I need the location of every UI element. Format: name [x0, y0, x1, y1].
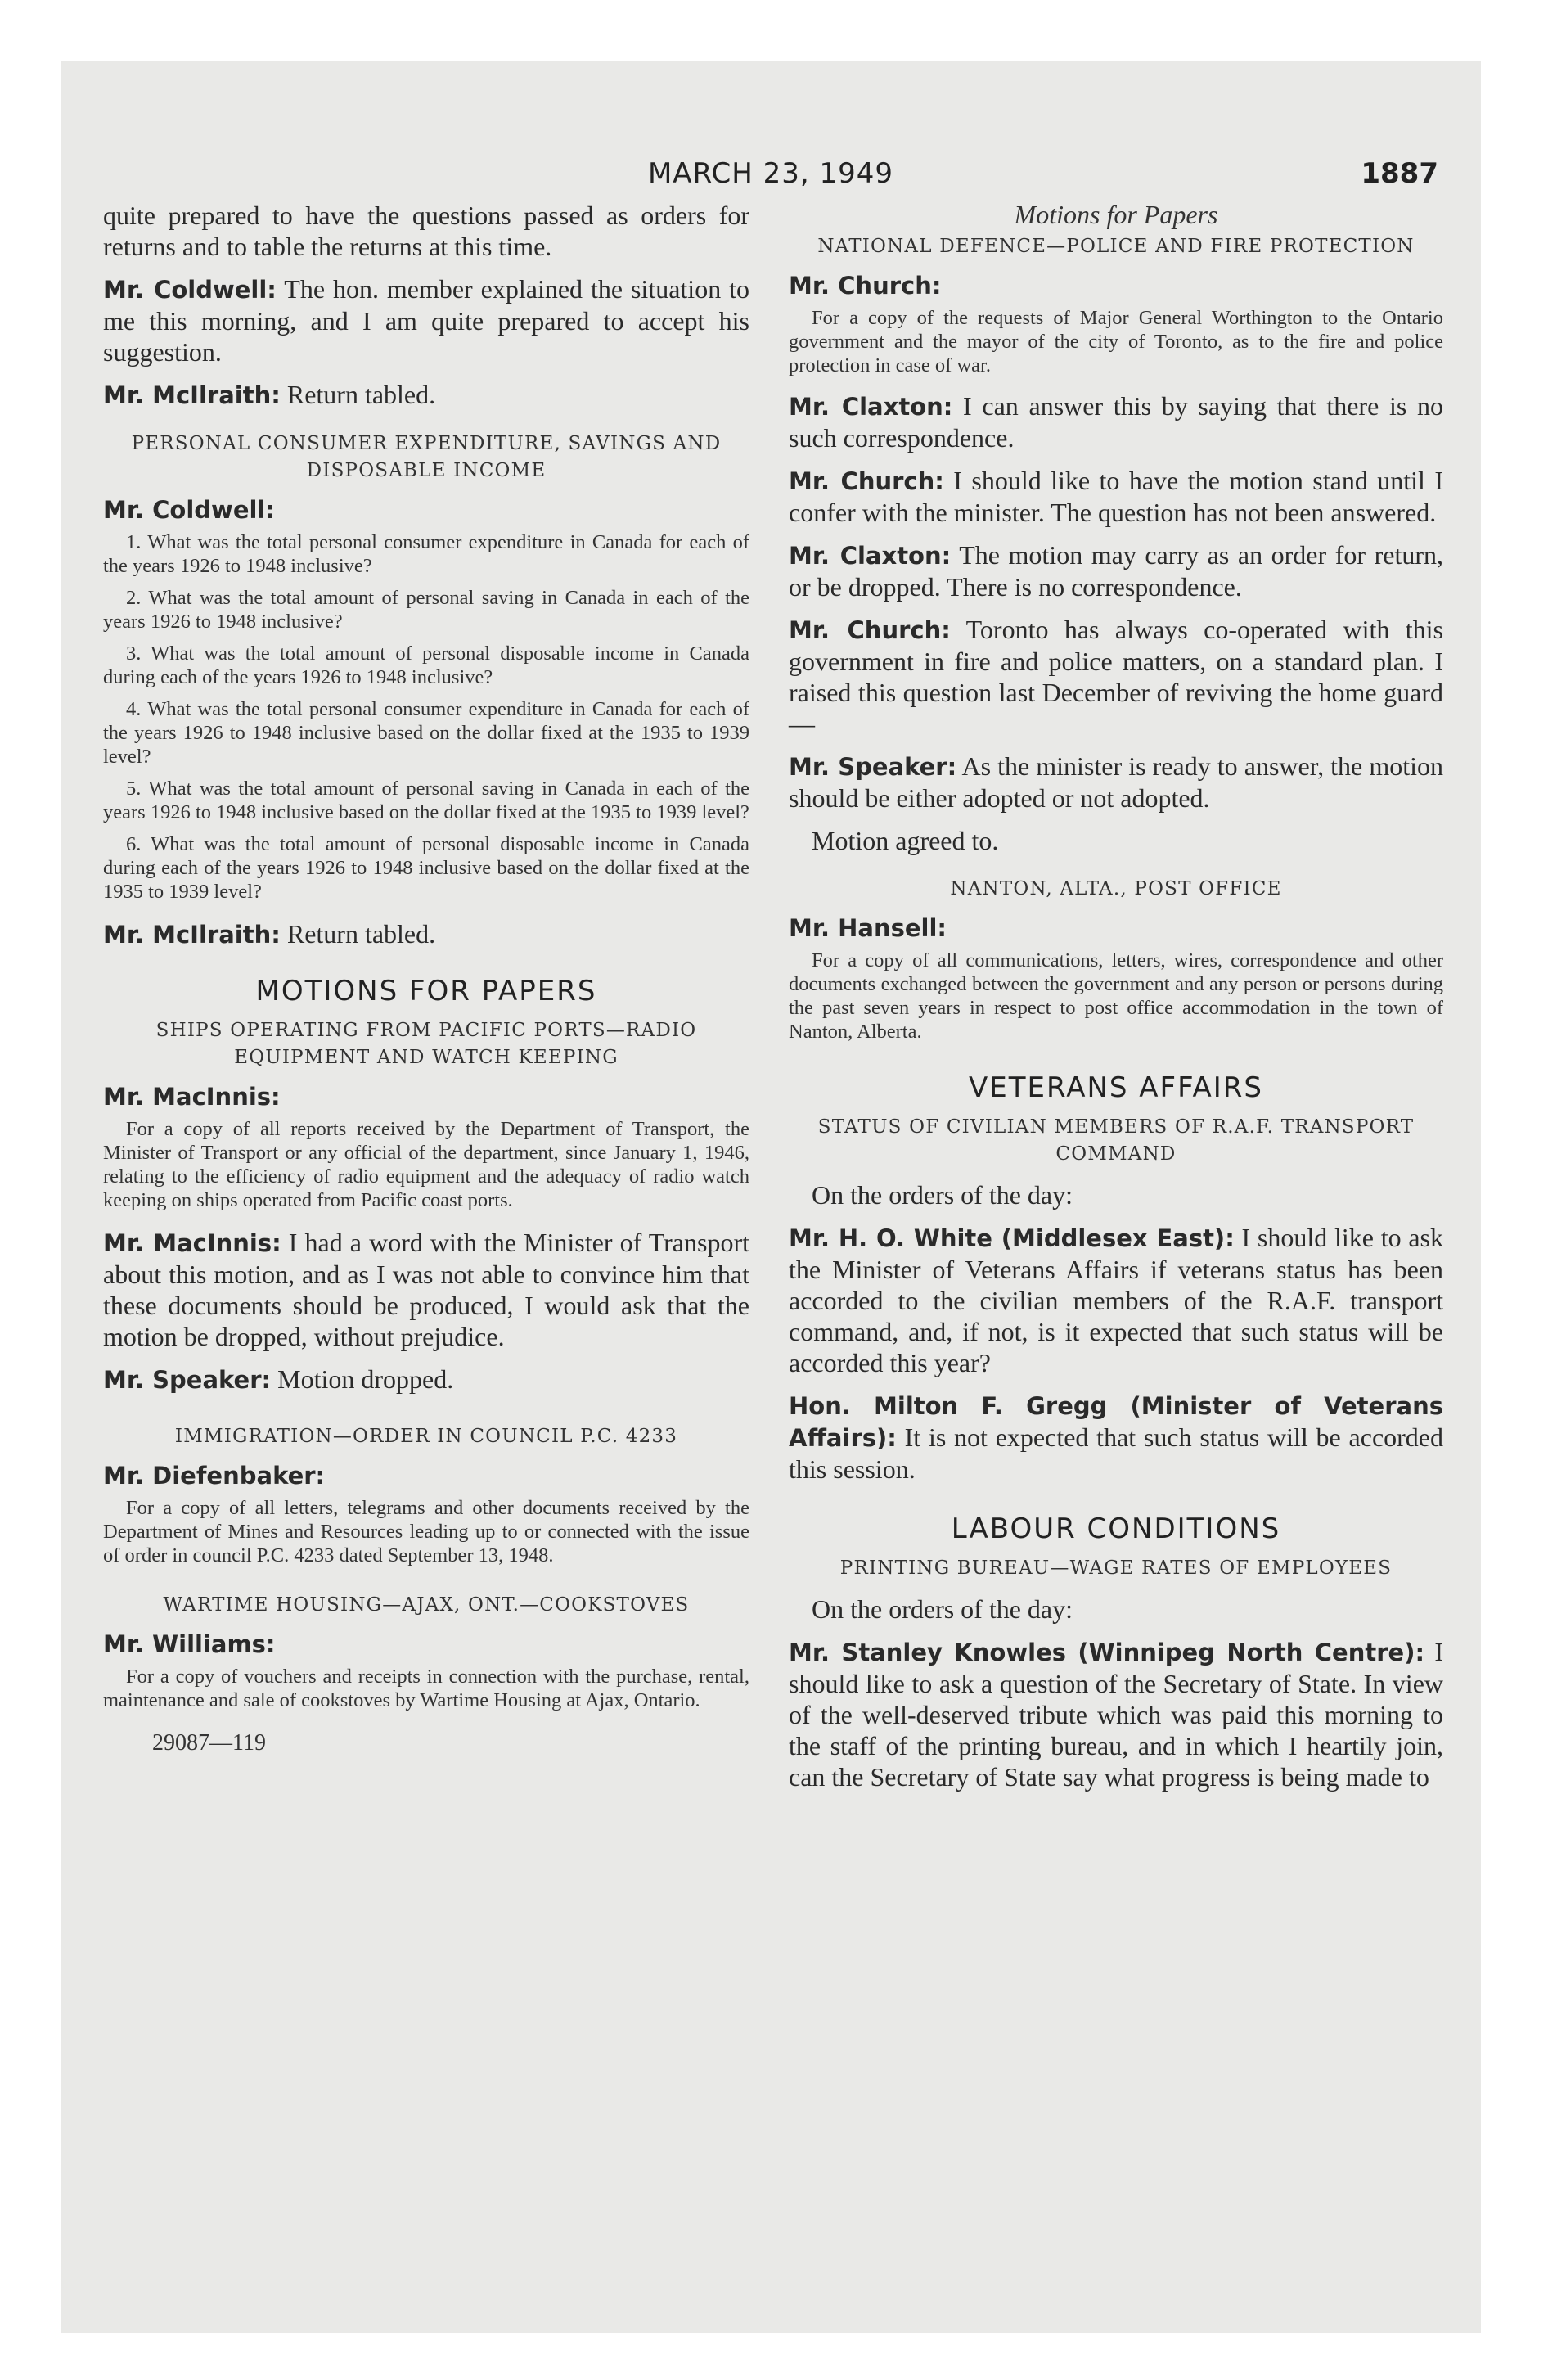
gregg-remark	[789, 1390, 1443, 1485]
knowles-remark	[789, 1636, 1443, 1792]
section-heading-immigration: IMMIGRATION—ORDER IN COUNCIL P.C. 4233	[174, 1426, 678, 1447]
speaker-name: Mr. Church:	[789, 467, 944, 495]
speaker-name: Mr. Speaker:	[103, 1366, 272, 1394]
mcilraith-remark	[103, 918, 749, 950]
church-remark	[789, 614, 1443, 739]
question-item: 2. What was the total amount of personal saving in Canada in each of the years 1926 to 1948 inclusive?	[103, 587, 749, 633]
orders-of-the-day: On the orders of the day:	[812, 1594, 1073, 1624]
macinnis-remark	[103, 1227, 749, 1352]
orders-of-the-day: On the orders of the day:	[812, 1180, 1073, 1210]
hansard-page	[61, 61, 1481, 2333]
speech-text: Motion dropped.	[271, 1364, 454, 1394]
motion-text: For a copy of the requests of Major General Worthington to the Ontario government and the mayor of the city of Toronto, as to the fire and police protection in case of war.	[789, 307, 1443, 376]
left-column	[103, 200, 749, 1756]
speech-text: I should like to ask the Minister of Veterans Affairs if veterans status has been accorded to the civilian members of the R.A.F. transport command, and, if not, is it expected that such status will be accorded this year?	[789, 1223, 1443, 1377]
speech-text: I had a word with the Minister of Transport about this motion, and as I was not able to convince him that these documents should be produced, I would ask that the motion be dropped, without prejudice.	[103, 1228, 750, 1351]
speaker-remark	[103, 1364, 749, 1395]
right-column	[789, 200, 1443, 1804]
motion-text: For a copy of vouchers and receipts in connection with the purchase, rental, maintenance and sale of cookstoves by Wartime Housing at Ajax, Ontario.	[103, 1666, 749, 1711]
section-heading-ships: SHIPS OPERATING FROM PACIFIC PORTS—RADIO EQUIPMENT AND WATCH KEEPING	[155, 1020, 697, 1068]
church-remark	[789, 465, 1443, 528]
speaker-name: Mr. Diefenbaker:	[103, 1462, 326, 1490]
claxton-remark	[789, 390, 1443, 453]
motion-text: For a copy of all letters, telegrams and other documents received by the Department of Mines and Resources leading up to or connected with the issue of order in council P.C. 4233 dated September 13, 1948.	[103, 1497, 749, 1566]
printer-mark: 29087—119	[152, 1730, 266, 1756]
section-heading-motions-for-papers: MOTIONS FOR PAPERS	[255, 975, 597, 1007]
speech-text: The motion may carry as an order for return, or be dropped. There is no correspondence.	[789, 540, 1444, 602]
speaker-name: Mr. Church:	[789, 272, 942, 300]
section-heading-nanton: NANTON, ALTA., POST OFFICE	[950, 878, 1282, 899]
motion-text: For a copy of all reports received by the Department of Transport, the Minister of Transport or any official of the department, since January 1, 1946, relating to the efficiency of radio equipment and the adequacy of radio watch keeping on ships operated from Pacific coast ports.	[103, 1118, 749, 1211]
motion-agreed: Motion agreed to.	[812, 826, 999, 855]
speech-text: As the minister is ready to answer, the motion should be either adopted or not adopted.	[789, 751, 1443, 813]
speech-text: Return tabled.	[280, 919, 436, 949]
question-item: 1. What was the total personal consumer expenditure in Canada for each of the years 1926 to 1948 inclusive?	[103, 531, 749, 577]
speech-text: I can answer this by saying that there is no such correspondence.	[789, 391, 1443, 453]
section-heading-raf: STATUS OF CIVILIAN MEMBERS OF R.A.F. TRANSPORT COMMAND	[817, 1116, 1415, 1165]
speech-text: It is not expected that such status will be accorded this session.	[789, 1422, 1443, 1484]
section-heading-national-defence: NATIONAL DEFENCE—POLICE AND FIRE PROTECTION	[817, 236, 1415, 257]
section-heading-wartime-housing: WARTIME HOUSING—AJAX, ONT.—COOKSTOVES	[163, 1594, 690, 1616]
speaker-name: Mr. MacInnis:	[103, 1083, 281, 1111]
page-date: MARCH 23, 1949	[647, 157, 894, 190]
page-header	[61, 157, 1481, 198]
speech-text: Return tabled.	[280, 380, 436, 409]
speech-text: I should like to ask a question of the Secretary of State. In view of the well-deserved tribute which was paid this morning to the staff of the printing bureau, and in which I heartily join, can the Secretary of State say what progress is being made to	[789, 1637, 1443, 1792]
speaker-name: Mr. Claxton:	[789, 542, 952, 570]
claxton-remark	[789, 539, 1443, 602]
speaker-remark	[789, 751, 1443, 814]
section-heading-labour-conditions: LABOUR CONDITIONS	[951, 1512, 1281, 1545]
motion-text: For a copy of all communications, letters, wires, correspondence and other documents exchanged between the government and any person or persons during the past seven years in respect to post office accommodation in the town of Nanton, Alberta.	[789, 949, 1443, 1043]
speaker-name: Mr. Stanley Knowles (Winnipeg North Centre):	[789, 1639, 1425, 1666]
question-item: 3. What was the total amount of personal disposable income in Canada during each of the years 1926 to 1948 inclusive?	[103, 642, 749, 688]
question-item: 5. What was the total amount of personal saving in Canada in each of the years 1926 to 1948 inclusive based on the dollar fixed at the 1935 to 1939 level?	[103, 778, 749, 823]
white-remark	[789, 1222, 1443, 1378]
speech-text: The hon. member explained the situation to me this morning, and I am quite prepared to accept his suggestion.	[103, 274, 750, 367]
section-heading-printing-bureau: PRINTING BUREAU—WAGE RATES OF EMPLOYEES	[839, 1557, 1393, 1579]
coldwell-remark	[103, 273, 749, 367]
speaker-name: Mr. Claxton:	[789, 393, 953, 421]
section-heading-veterans-affairs: VETERANS AFFAIRS	[968, 1071, 1264, 1104]
question-item: 4. What was the total personal consumer expenditure in Canada for each of the years 1926 to 1948 inclusive based on the dollar fixed at the 1935 to 1939 level?	[103, 698, 749, 768]
speaker-name: Mr. McIlraith:	[103, 921, 281, 949]
speaker-name: Mr. McIlraith:	[103, 381, 281, 409]
speaker-name: Mr. Hansell:	[789, 914, 947, 942]
speech-text: Toronto has always co-operated with this government in fire and police matters, on a standard plan. I raised this question last December of reviving the home guard—	[789, 615, 1444, 738]
page-number: 1887	[1361, 157, 1438, 190]
speaker-name: Mr. Speaker:	[789, 753, 957, 781]
intro-paragraph: quite prepared to have the questions passed as orders for returns and to table the returns at this time.	[103, 201, 749, 261]
running-head: Motions for Papers	[1014, 200, 1218, 229]
speaker-name: Mr. MacInnis:	[103, 1229, 281, 1257]
section-heading-personal-expenditure: PERSONAL CONSUMER EXPENDITURE, SAVINGS AND DISPOSABLE INCOME	[131, 433, 722, 481]
question-item: 6. What was the total amount of personal disposable income in Canada during each of the years 1926 to 1948 inclusive based on the dollar fixed at the 1935 to 1939 level?	[103, 833, 749, 903]
mcilraith-remark	[103, 379, 749, 411]
speaker-name: Mr. Church:	[789, 616, 951, 644]
speaker-name: Hon. Milton F. Gregg (Minister of Veterans Affairs):	[789, 1392, 1443, 1452]
speaker-name: Mr. H. O. White (Middlesex East):	[789, 1224, 1235, 1252]
speaker-name: Mr. Williams:	[103, 1630, 276, 1658]
speech-text: I should like to have the motion stand until I confer with the minister. The question has not been answered.	[789, 466, 1444, 527]
speaker-name: Mr. Coldwell:	[103, 496, 275, 524]
speaker-name: Mr. Coldwell:	[103, 276, 277, 304]
